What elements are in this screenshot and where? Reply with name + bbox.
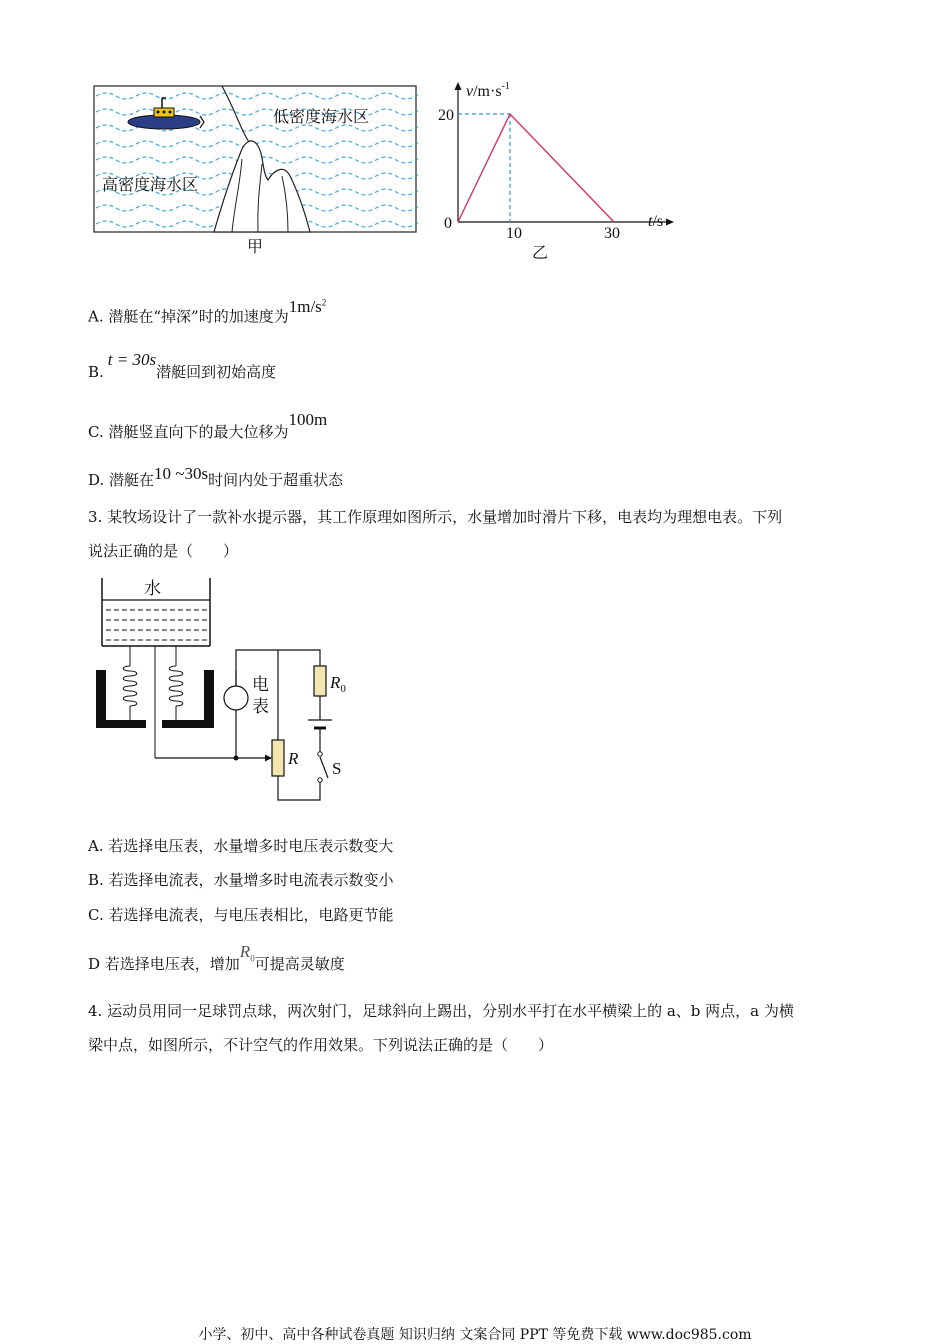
meter-label-2: 表 (252, 697, 269, 716)
springs (123, 646, 183, 758)
q2-option-a-text: A. 潜艇在“掉深”时的加速度为 (88, 307, 289, 326)
q3-stem-line-1: 3. 某牧场设计了一款补水提示器，其工作原理如图所示，水量增加时滑片下移，电表均为理想电表。下列 (88, 508, 783, 526)
y-tick-20: 20 (438, 107, 454, 124)
q2-option-c-math: 100m (288, 410, 328, 429)
x-axis-label: t/s (648, 213, 664, 230)
q2-option-b-math: t = 30s (107, 350, 157, 369)
q3-stem-line-2: 说法正确的是（ ） (88, 542, 239, 560)
q2-option-d-math: 10 ~30s (154, 464, 209, 483)
q3-option-d (88, 942, 345, 980)
high-density-label: 高密度海水区 (102, 177, 199, 194)
q3-option-a: A. 若选择电压表，水量增多时电压表示数变大 (88, 837, 394, 855)
y-axis-label: $v/m\cdot s^{-1}$ (466, 81, 510, 100)
q3-stem (88, 500, 868, 568)
water-tank (102, 578, 210, 646)
q2-option-a-math: $1m/s^2$ (288, 296, 327, 316)
low-density-label: 低密度海水区 (273, 109, 370, 126)
q2-option-c-text: C. 潜艇竖直向下的最大位移为 (88, 423, 289, 441)
q3-option-d-text: D 若选择电压表，增加 (88, 955, 240, 973)
q2-option-b-text: 潜艇回到初始高度 (156, 363, 277, 381)
q2-option-d-text2: 时间内处于超重状态 (208, 471, 344, 489)
q2-option-d (88, 464, 344, 490)
q3-option-b: B. 若选择电流表，水量增多时电流表示数变小 (88, 871, 394, 889)
r-label: R (288, 749, 299, 768)
page-footer: 小学、初中、高中各种试卷真题 知识归纳 文案合同 PPT 等免费下载 www.doc985.com (198, 1327, 752, 1343)
resistor-r0 (314, 666, 326, 696)
meter-symbol (224, 686, 248, 710)
chart-axes (455, 82, 675, 226)
left-base (96, 670, 146, 728)
q3-circuit-figure (92, 574, 362, 806)
figure-yi-vt-chart (430, 76, 680, 262)
battery-icon (308, 720, 332, 734)
origin-label: 0 (444, 215, 452, 232)
rheostat-r (272, 740, 284, 776)
slider-arrow (265, 755, 272, 762)
q4-stem-line-1: 4. 运动员用同一足球罚点球，两次射门，足球斜向上踢出，分别水平打在水平横梁上的 a、b 两点，a 为横 (88, 1002, 794, 1020)
q4-stem-line-2: 梁中点，如图所示，不计空气的作用效果。下列说法正确的是（ ） (88, 1036, 554, 1054)
q4-stem (88, 994, 868, 1062)
q2-option-c (88, 410, 328, 442)
meter-label-1: 电 (252, 675, 269, 694)
figure-yi-caption: 乙 (532, 245, 549, 262)
water-label: 水 (144, 579, 161, 598)
q3-option-d-math: $R_0$ (239, 942, 255, 964)
q2-option-b-prefix: B. (88, 363, 104, 381)
x-tick-30: 30 (604, 225, 620, 242)
switch-label: S (332, 759, 342, 778)
q2-option-b (88, 350, 277, 382)
velocity-line (458, 114, 614, 222)
q2-option-d-text: D. 潜艇在 (88, 471, 155, 489)
figure-jia-caption: 甲 (247, 239, 264, 256)
x-tick-10: 10 (506, 225, 522, 242)
switch-icon (318, 752, 328, 782)
q2-option-a (88, 296, 327, 327)
figure-jia (92, 84, 418, 256)
q3-option-d-text2: 可提高灵敏度 (254, 955, 345, 973)
q3-option-c: C. 若选择电流表，与电压表相比，电路更节能 (88, 906, 394, 924)
r0-label: $R_0$ (330, 673, 346, 695)
